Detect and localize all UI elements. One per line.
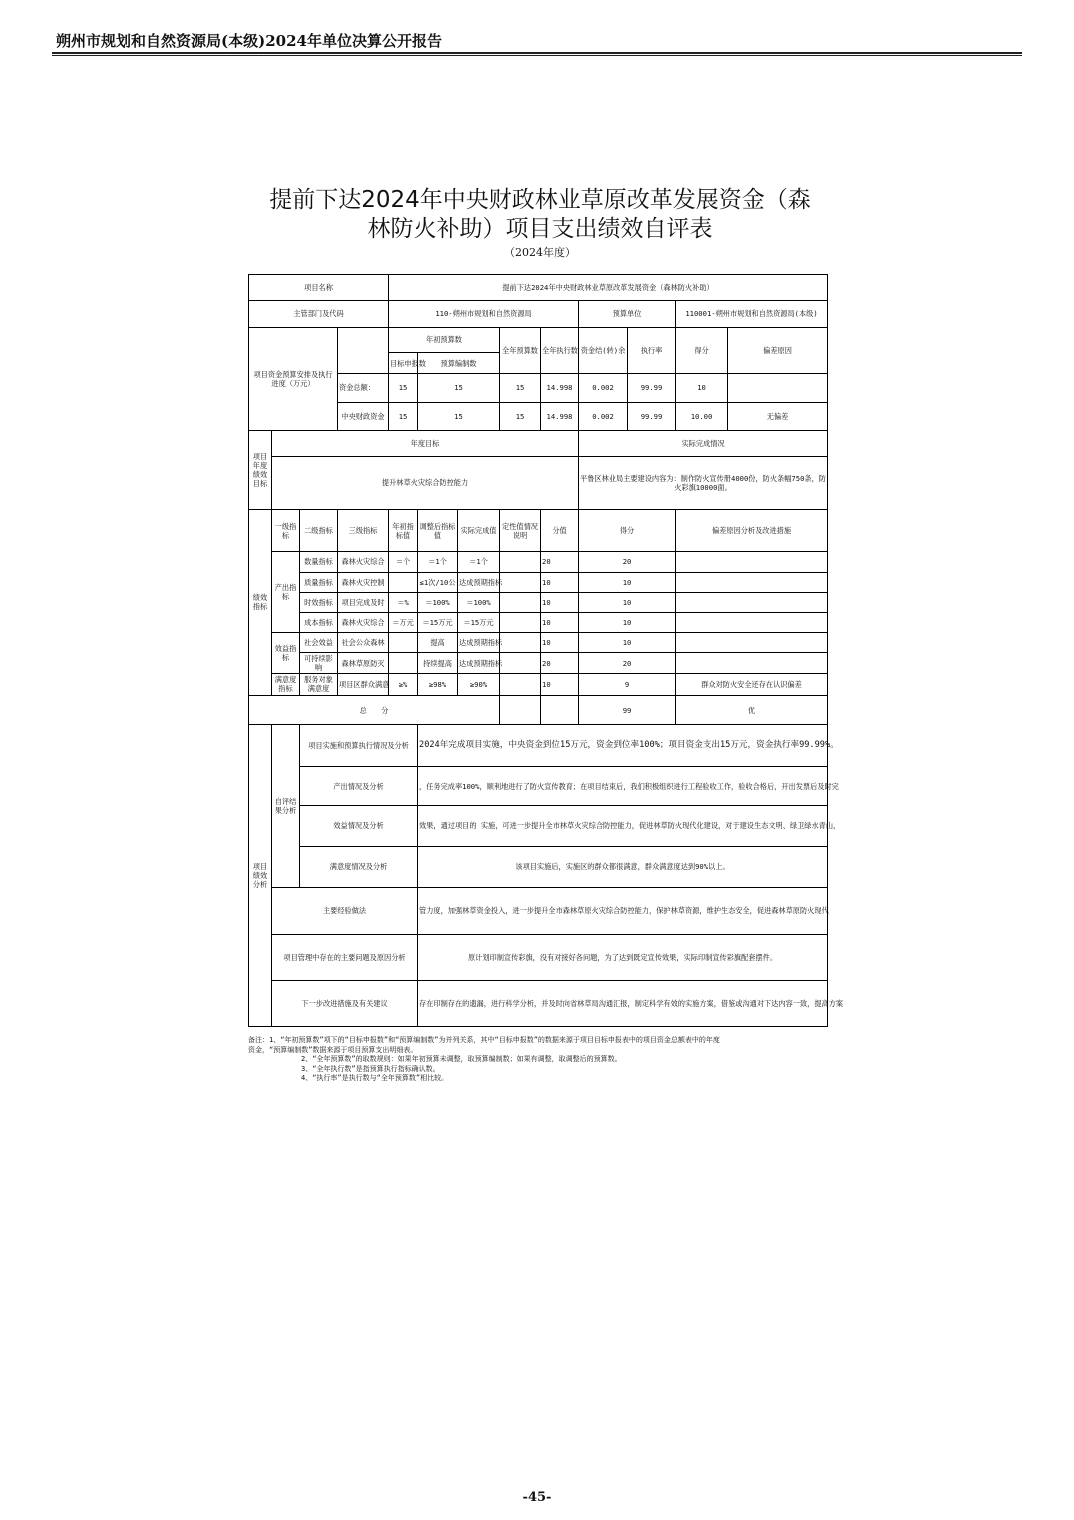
note-line: 2、“全年预算数”的取数规则：如果年初预算未调整，取预算编制数；如果有调整，取调整后的预算数。 bbox=[301, 1055, 622, 1063]
project-dept-row bbox=[249, 301, 828, 327]
indicator-deviation bbox=[676, 552, 828, 572]
indicator-score: 9 bbox=[579, 673, 676, 695]
indicator-target: ≥% bbox=[389, 673, 418, 695]
funds-header-row bbox=[249, 327, 828, 352]
indicator-level2: 服务对象满意度 bbox=[300, 673, 338, 695]
dept-value: 110-朔州市规划和自然资源局 bbox=[389, 301, 579, 327]
indicator-level3: 社会公众森林 bbox=[338, 633, 389, 653]
page-header-title: 朔州市规划和自然资源局(本级)2024年单位决算公开报告 bbox=[56, 32, 442, 50]
problems-row bbox=[249, 934, 828, 981]
indicator-score: 10 bbox=[579, 612, 676, 632]
funds-total-reason bbox=[728, 374, 828, 402]
actual-header: 实际完成值 bbox=[458, 509, 500, 552]
goals-annual-header: 年度目标 bbox=[272, 430, 579, 456]
funds-central-reason: 无偏差 bbox=[728, 402, 828, 430]
qualitative-header: 定性值情况说明 bbox=[500, 509, 541, 552]
next-steps-text: 存在印制存在的遗漏，进行科学分析，并及时向省林草局沟通汇报，制定科学有效的实施方案，借鉴或沟通对下达内容一致，提高方案 bbox=[418, 981, 828, 1027]
total-score: 99 bbox=[579, 695, 676, 724]
funds-total-target: 15 bbox=[389, 374, 418, 402]
indicator-row bbox=[249, 673, 828, 695]
indicator-score: 10 bbox=[579, 572, 676, 592]
indicator-qualitative bbox=[500, 633, 541, 653]
indicator-row bbox=[249, 592, 828, 612]
indicator-adjusted: ＝1个 bbox=[418, 552, 458, 572]
project-name-value: 提前下达2024年中央财政林业草原改革发展资金（森林防火补助） bbox=[389, 275, 828, 301]
indicator-adjusted: ≥98% bbox=[418, 673, 458, 695]
indicator-qualitative bbox=[500, 592, 541, 612]
funds-total-rate: 99.99 bbox=[628, 374, 676, 402]
satisfaction-indicator-label: 满意度指标 bbox=[272, 673, 300, 695]
analysis-label: 效益情况及分析 bbox=[300, 806, 418, 846]
benefit-indicator-label: 效益指标 bbox=[272, 633, 300, 673]
output-indicator-label: 产出指标 bbox=[272, 552, 300, 633]
experience-text: 管力度，加强林草资金投入，进一步提升全市森林草原火灾综合防控能力，保护林草资源，维护生态安全，促进森林草原防火现代 bbox=[418, 888, 828, 935]
adjusted-header: 调整后指标值 bbox=[418, 509, 458, 552]
funds-total-compiled: 15 bbox=[418, 374, 500, 402]
total-blank-a bbox=[500, 695, 541, 724]
page-number: -45- bbox=[522, 1490, 552, 1505]
indicator-deviation bbox=[676, 653, 828, 673]
funds-total-executed: 14.998 bbox=[541, 374, 579, 402]
indicator-qualitative bbox=[500, 612, 541, 632]
funds-annual-header: 年初预算数 bbox=[389, 327, 500, 352]
indicators-section-label: 绩效指标 bbox=[249, 509, 272, 695]
goals-header-row bbox=[249, 430, 828, 456]
problems-label: 项目管理中存在的主要问题及原因分析 bbox=[272, 934, 418, 981]
total-blank-b bbox=[541, 695, 579, 724]
report-title-line2: 林防火补助）项目支出绩效自评表 bbox=[367, 216, 713, 242]
level1-header: 一级指标 bbox=[272, 509, 300, 552]
goals-content-row bbox=[249, 457, 828, 510]
level3-header: 三级指标 bbox=[338, 509, 389, 552]
goals-actual-header: 实际完成情况 bbox=[579, 430, 828, 456]
header-rule bbox=[52, 52, 1022, 56]
indicator-row bbox=[249, 572, 828, 592]
indicator-level3: 森林火灾综合 bbox=[338, 552, 389, 572]
indicator-weight: 10 bbox=[541, 612, 579, 632]
indicator-actual: ≥90% bbox=[458, 673, 500, 695]
total-grade: 优 bbox=[676, 695, 828, 724]
funds-full-year-header: 全年预算数 bbox=[500, 327, 541, 374]
indicator-score: 10 bbox=[579, 592, 676, 612]
goals-section-label: 项目年度绩效目标 bbox=[249, 430, 272, 509]
indicator-target: ＝个 bbox=[389, 552, 418, 572]
indicator-actual: 达成预期指标 bbox=[458, 633, 500, 653]
self-eval-label: 自评结果分析 bbox=[272, 725, 300, 888]
total-label: 总 分 bbox=[249, 695, 500, 724]
indicator-actual: ＝1个 bbox=[458, 552, 500, 572]
indicator-level3: 森林草原防灭 bbox=[338, 653, 389, 673]
indicator-target: ＝% bbox=[389, 592, 418, 612]
next-steps-label: 下一步改进措施及有关建议 bbox=[272, 981, 418, 1027]
funds-central-score: 10.00 bbox=[676, 402, 728, 430]
weight-header: 分值 bbox=[541, 509, 579, 552]
analysis-section-label: 项目绩效分析 bbox=[249, 725, 272, 1027]
analysis-row bbox=[249, 725, 828, 766]
indicator-weight: 10 bbox=[541, 592, 579, 612]
funds-central-full-year: 15 bbox=[500, 402, 541, 430]
indicator-level2: 质量指标 bbox=[300, 572, 338, 592]
indicator-score: 20 bbox=[579, 552, 676, 572]
unit-label: 预算单位 bbox=[579, 301, 676, 327]
funds-target-header: 目标申报数 bbox=[389, 352, 418, 373]
indicator-level2: 成本指标 bbox=[300, 612, 338, 632]
table-notes bbox=[248, 1036, 828, 1084]
indicator-qualitative bbox=[500, 572, 541, 592]
experience-label: 主要经验做法 bbox=[272, 888, 418, 935]
indicator-deviation bbox=[676, 633, 828, 653]
indicator-actual: ＝100% bbox=[458, 592, 500, 612]
funds-total-balance: 0.002 bbox=[579, 374, 628, 402]
problems-text: 原计划印制宣传彩旗，没有对接好各问题，为了达到既定宣传效果，实际印制宣传彩旗配套摆件。 bbox=[418, 934, 828, 981]
funds-header-blank bbox=[338, 327, 389, 374]
note-line: 4、“执行率”是执行数与“全年预算数”相比较。 bbox=[301, 1074, 449, 1082]
indicator-actual: ＝15万元 bbox=[458, 612, 500, 632]
evaluation-table bbox=[248, 274, 844, 1027]
indicator-deviation: 群众对防火安全还存在认识偏差 bbox=[676, 673, 828, 695]
indicator-deviation bbox=[676, 592, 828, 612]
indicator-adjusted: ＝15万元 bbox=[418, 612, 458, 632]
goals-annual-text: 提升林草火灾综合防控能力 bbox=[272, 457, 579, 510]
indicator-target: ＝万元 bbox=[389, 612, 418, 632]
note-line: 资金，“预算编制数”数据来源于项目预算支出明细表。 bbox=[248, 1045, 418, 1054]
report-year: （2024年度） bbox=[504, 246, 576, 259]
funds-balance-header: 资金结(转)余 bbox=[579, 327, 628, 374]
funds-central-rate: 99.99 bbox=[628, 402, 676, 430]
indicator-row bbox=[249, 612, 828, 632]
deviation-header: 偏差原因分析及改进措施 bbox=[676, 509, 828, 552]
analysis-text: 该项目实施后，实施区的群众都很满意，群众满意度达到90%以上。 bbox=[418, 846, 828, 887]
indicator-adjusted: 提高 bbox=[418, 633, 458, 653]
level2-header: 二级指标 bbox=[300, 509, 338, 552]
funds-section-label: 项目资金预算安排及执行进度（万元） bbox=[249, 327, 338, 430]
indicator-qualitative bbox=[500, 552, 541, 572]
funds-reason-header: 偏差原因 bbox=[728, 327, 828, 374]
indicator-qualitative bbox=[500, 673, 541, 695]
indicator-level3: 森林火灾控制 bbox=[338, 572, 389, 592]
funds-total-label: 资金总额： bbox=[338, 374, 389, 402]
analysis-row bbox=[249, 806, 828, 846]
indicator-score: 20 bbox=[579, 653, 676, 673]
next-steps-row bbox=[249, 981, 828, 1027]
analysis-label: 项目实施和预算执行情况及分析 bbox=[300, 725, 418, 766]
analysis-text: ，任务完成率100%，顺利地进行了防火宣传教育；在项目结束后，我们积极组织进行工程验收工作，验收合格后，开出发票后及时完 bbox=[418, 766, 828, 805]
indicator-level2: 社会效益 bbox=[300, 633, 338, 653]
dept-label: 主管部门及代码 bbox=[249, 301, 389, 327]
indicator-level3: 森林火灾综合 bbox=[338, 612, 389, 632]
analysis-row bbox=[249, 846, 828, 887]
analysis-label: 产出情况及分析 bbox=[300, 766, 418, 805]
funds-central-executed: 14.998 bbox=[541, 402, 579, 430]
indicator-weight: 10 bbox=[541, 633, 579, 653]
report-title-line1: 提前下达2024年中央财政林业草原改革发展资金（森 bbox=[269, 187, 811, 213]
analysis-text: 2024年完成项目实施，中央资金到位15万元，资金到位率100%；项目资金支出15万元，资金执行率99.99%。 bbox=[418, 725, 828, 766]
unit-value: 110001-朔州市规划和自然资源局(本级) bbox=[676, 301, 828, 327]
indicator-target bbox=[389, 572, 418, 592]
funds-compiled-header: 预算编制数 bbox=[418, 352, 500, 373]
funds-executed-header: 全年执行数 bbox=[541, 327, 579, 374]
indicator-qualitative bbox=[500, 653, 541, 673]
indicator-level3: 项目区群众满意 bbox=[338, 673, 389, 695]
note-line: 备注：1、“年初预算数”项下的“目标申报数”和“预算编制数”为并列关系，其中“目标申报数”的数据来源于项目目标申报表中的项目资金总额表中的年度 bbox=[248, 1036, 720, 1044]
indicator-score: 10 bbox=[579, 633, 676, 653]
indicator-actual: 达成预期指标 bbox=[458, 653, 500, 673]
report-title bbox=[230, 186, 850, 244]
indicator-row bbox=[249, 633, 828, 653]
indicators-header-row bbox=[249, 509, 828, 552]
analysis-row bbox=[249, 766, 828, 805]
indicator-target bbox=[389, 633, 418, 653]
indicator-row bbox=[249, 552, 828, 572]
project-name-row bbox=[249, 275, 828, 301]
note-line: 3、“全年执行数”是指预算执行指标确认数。 bbox=[301, 1064, 440, 1073]
indicator-adjusted: 持续提高 bbox=[418, 653, 458, 673]
experience-row bbox=[249, 888, 828, 935]
indicator-level2: 可持续影响 bbox=[300, 653, 338, 673]
project-name-label: 项目名称 bbox=[249, 275, 389, 301]
indicator-weight: 20 bbox=[541, 552, 579, 572]
funds-total-full-year: 15 bbox=[500, 374, 541, 402]
indicator-deviation bbox=[676, 572, 828, 592]
indicator-level2: 数量指标 bbox=[300, 552, 338, 572]
indicator-adjusted: ≤1次/10公 bbox=[418, 572, 458, 592]
funds-total-score: 10 bbox=[676, 374, 728, 402]
funds-score-header: 得分 bbox=[676, 327, 728, 374]
analysis-label: 满意度情况及分析 bbox=[300, 846, 418, 887]
funds-central-label: 中央财政资金 bbox=[338, 402, 389, 430]
funds-rate-header: 执行率 bbox=[628, 327, 676, 374]
indicator-row bbox=[249, 653, 828, 673]
indicator-target bbox=[389, 653, 418, 673]
indicator-weight: 10 bbox=[541, 673, 579, 695]
indicator-deviation bbox=[676, 612, 828, 632]
indicator-weight: 10 bbox=[541, 572, 579, 592]
score-header: 得分 bbox=[579, 509, 676, 552]
funds-central-compiled: 15 bbox=[418, 402, 500, 430]
funds-central-target: 15 bbox=[389, 402, 418, 430]
target-header: 年初指标值 bbox=[389, 509, 418, 552]
total-row bbox=[249, 695, 828, 724]
indicator-weight: 20 bbox=[541, 653, 579, 673]
funds-central-balance: 0.002 bbox=[579, 402, 628, 430]
indicator-level2: 时效指标 bbox=[300, 592, 338, 612]
goals-actual-text: 平鲁区林业局主要建设内容为：制作防火宣传册4000份，防火条幅750条，防火彩旗10000面。 bbox=[579, 457, 828, 510]
indicator-adjusted: ＝100% bbox=[418, 592, 458, 612]
indicator-level3: 项目完成及时 bbox=[338, 592, 389, 612]
indicator-actual: 达成预期指标 bbox=[458, 572, 500, 592]
analysis-text: 效果，通过项目的 实施，可进一步提升全市林草火灾综合防控能力，促进林草防火现代化建设，对于建设生态文明、绿卫绿水青山， bbox=[418, 806, 828, 846]
